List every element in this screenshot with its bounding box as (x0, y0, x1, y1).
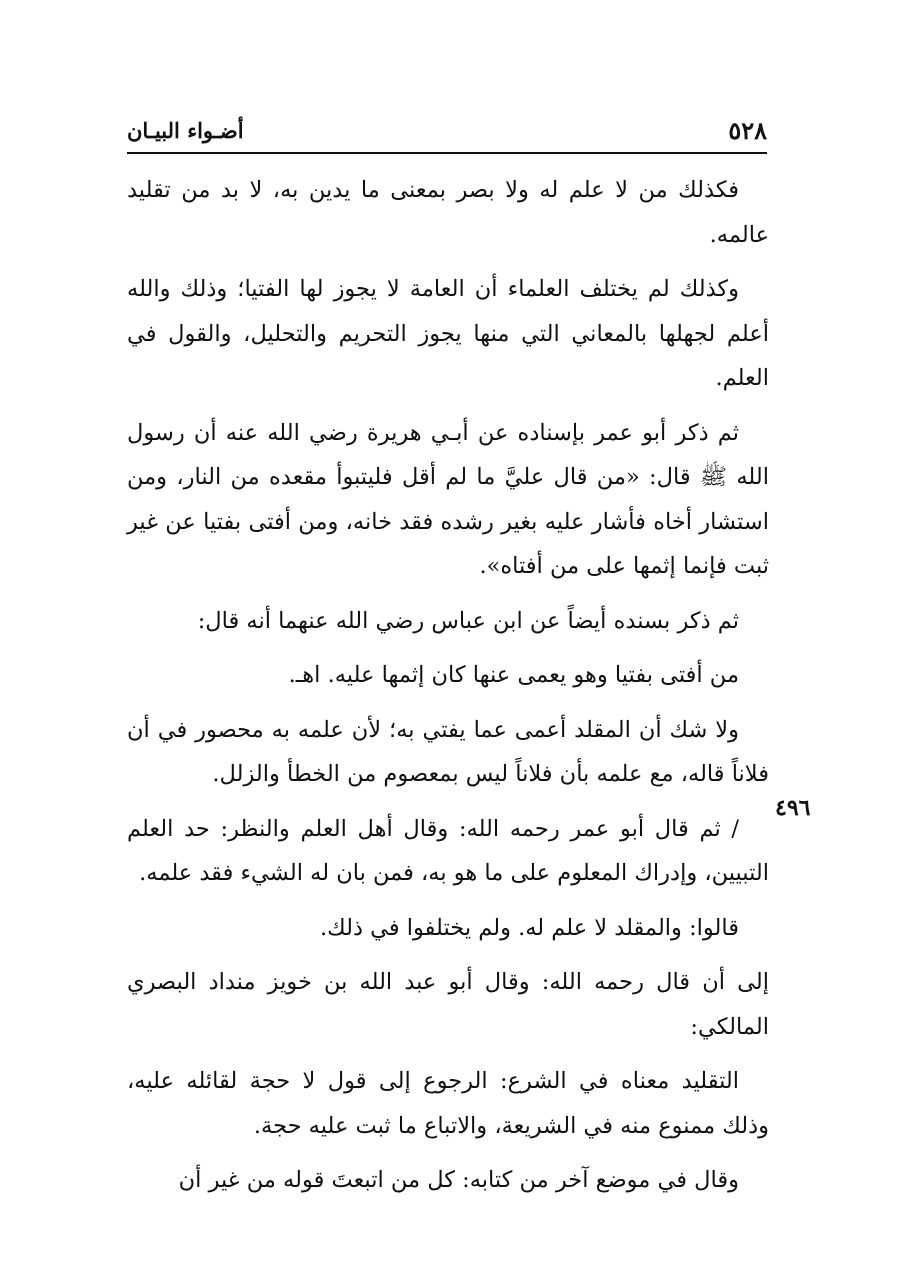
paragraph: وكذلك لم يختلف العلماء أن العامة لا يجوز لها الفتيا؛ وذلك والله أعلم لجهلها بالمعاني التي منها يجوز التحريم والتحليل، والقول في العلم. (127, 276, 769, 391)
paragraph: من أفتى بفتيا وهو يعمى عنها كان إثمها عليه. اهـ. (288, 662, 739, 688)
paragraph: ثم ذكر أبو عمر بإسناده عن أبـي هريرة رضي الله عنه أن رسول الله ﷺ قال: «من قال عليَّ ما لم أقل فليتبوأ مقعده من النار، ومن استشار أخاه فأشار عليه بغير رشده فقد خانه، ومن أفتى بفتيا عن غير ثبت فإنما إثمها على من أفتاه». (127, 419, 769, 579)
paragraph: ثم ذكر بسنده أيضاً عن ابن عباس رضي الله عنهما أنه قال: (197, 607, 739, 634)
paragraph: ولا شك أن المقلد أعمى عما يفتي به؛ لأن علمه به محصور في أن فلاناً قاله، مع علمه بأن فلاناً ليس بمعصوم من الخطأ والزلل. (127, 716, 769, 787)
page-number: ٥٢٨ (728, 116, 767, 145)
margin-page-reference: ٤٩٦ (775, 795, 811, 821)
paragraph: التقليد معناه في الشرع: الرجوع إلى قول لا حجة لقائله عليه، وذلك ممنوع منه في الشريعة، والاتباع ما ثبت عليه حجة. (127, 1068, 769, 1139)
paragraph: إلى أن قال رحمه الله: وقال أبو عبد الله بن خويز منداد البصري المالكي: (127, 969, 769, 1040)
running-title: أضـواء البيـان (127, 118, 244, 143)
paragraph: فكذلك من لا علم له ولا بصر بمعنى ما يدين به، لا بد من تقليد عالمه. (127, 177, 769, 248)
paragraph: / ثم قال أبو عمر رحمه الله: وقال أهل العلم والنظر: حد العلم التبيين، وإدراك المعلوم على ما هو به، فمن بان له الشيء فقد علمه. (127, 815, 769, 886)
page-header (127, 112, 767, 154)
body-text (127, 168, 769, 1213)
paragraph: قالوا: والمقلد لا علم له. ولم يختلفوا في ذلك. (320, 914, 739, 941)
paragraph: وقال في موضع آخر من كتابه: كل من اتبعتَ قوله من غير أن (178, 1167, 739, 1193)
